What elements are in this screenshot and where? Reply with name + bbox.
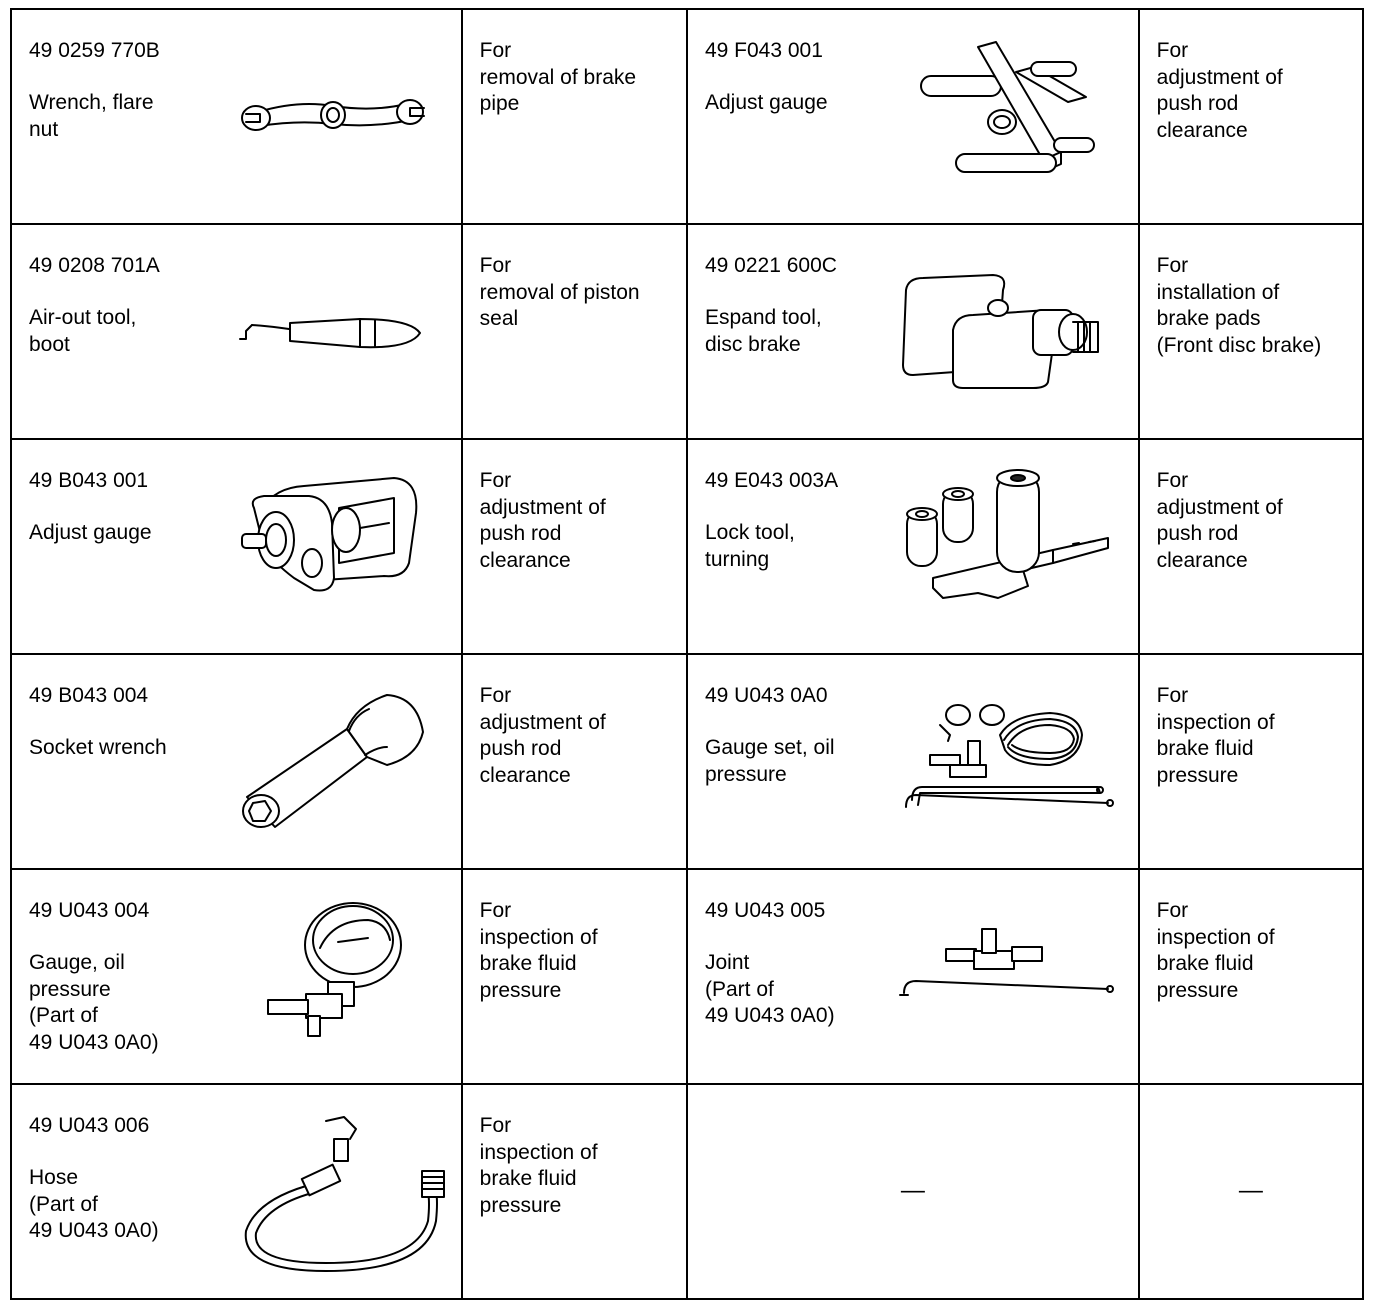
purpose-text: For inspection of brake fluid pressure (479, 1114, 598, 1217)
table-row (11, 9, 1363, 224)
tool-name: Adjust gauge (704, 91, 828, 114)
adjust-gauge-f043-icon (916, 42, 1096, 187)
purpose-cell (1139, 224, 1363, 439)
part-number: 49 E043 003A (704, 469, 839, 492)
tool-cell (687, 224, 1139, 439)
purpose-cell (462, 439, 687, 654)
pressure-gauge-icon (258, 900, 418, 1040)
table-row (11, 224, 1363, 439)
tool-cell (11, 439, 462, 654)
tool-cell (11, 224, 462, 439)
empty-dash: — (900, 1177, 925, 1204)
purpose-text: For removal of piston seal (479, 254, 640, 330)
table-row (11, 654, 1363, 869)
purpose-cell (462, 9, 687, 224)
empty-tool-cell (687, 1084, 1139, 1299)
joint-icon (898, 925, 1118, 1005)
purpose-cell (462, 224, 687, 439)
part-number: 49 U043 005 (704, 899, 826, 922)
purpose-text: For adjustment of push rod clearance (479, 469, 606, 572)
tool-name: Socket wrench (29, 736, 167, 759)
tool-cell (687, 9, 1139, 224)
purpose-cell (462, 654, 687, 869)
tool-cell (687, 439, 1139, 654)
purpose-text: For inspection of brake fluid pressure (1156, 684, 1275, 787)
purpose-text: For installation of brake pads (Front disc brake) (1156, 254, 1322, 357)
purpose-cell (462, 869, 687, 1084)
special-tools-table (10, 8, 1364, 1300)
tool-cell (11, 654, 462, 869)
purpose-text: For inspection of brake fluid pressure (1156, 899, 1275, 1002)
part-number: 49 B043 001 (29, 469, 149, 492)
table-row (11, 869, 1363, 1084)
tool-name: Espand tool, disc brake (704, 306, 822, 356)
expand-tool-icon (898, 270, 1113, 390)
purpose-text: For removal of brake pipe (479, 39, 637, 115)
part-number: 49 U043 0A0 (704, 684, 828, 707)
tool-name: Lock tool, turning (704, 521, 795, 571)
part-number: 49 U043 006 (29, 1114, 150, 1137)
table-row (11, 1084, 1363, 1299)
part-number: 49 0259 770B (29, 39, 160, 62)
purpose-text: For adjustment of push rod clearance (479, 684, 606, 787)
part-number: 49 0208 701A (29, 254, 160, 277)
part-number: 49 B043 004 (29, 684, 149, 707)
tool-name: Gauge set, oil pressure (704, 736, 835, 786)
purpose-cell (1139, 869, 1363, 1084)
air-out-tool-icon (240, 313, 425, 358)
purpose-text: For inspection of brake fluid pressure (479, 899, 598, 1002)
part-number: 49 U043 004 (29, 899, 150, 922)
part-number: 49 F043 001 (704, 39, 823, 62)
tool-name: Hose (Part of 49 U043 0A0) (29, 1166, 159, 1242)
tool-name: Wrench, flare nut (29, 91, 154, 141)
adjust-gauge-b043-icon (234, 468, 424, 598)
tool-cell (11, 1084, 462, 1299)
purpose-cell (1139, 9, 1363, 224)
tool-cell (687, 869, 1139, 1084)
tool-name: Adjust gauge (29, 521, 152, 544)
purpose-cell (1139, 654, 1363, 869)
flare-nut-wrench-icon (238, 90, 428, 140)
tool-name: Air-out tool, boot (29, 306, 137, 356)
socket-wrench-icon (237, 687, 427, 832)
lock-tool-icon (903, 468, 1113, 618)
purpose-text: For adjustment of push rod clearance (1156, 39, 1283, 142)
tool-name: Gauge, oil pressure (Part of 49 U043 0A0) (29, 951, 159, 1054)
gauge-set-icon (900, 695, 1120, 815)
part-number: 49 0221 600C (704, 254, 837, 277)
empty-purpose-cell (1139, 1084, 1363, 1299)
hose-icon (226, 1111, 446, 1281)
tool-cell (687, 654, 1139, 869)
tool-name: Joint (Part of 49 U043 0A0) (704, 951, 835, 1027)
tool-cell (11, 9, 462, 224)
empty-dash: — (1238, 1177, 1263, 1204)
purpose-cell (1139, 439, 1363, 654)
table-row (11, 439, 1363, 654)
purpose-text: For adjustment of push rod clearance (1156, 469, 1283, 572)
purpose-cell (462, 1084, 687, 1299)
tool-cell (11, 869, 462, 1084)
